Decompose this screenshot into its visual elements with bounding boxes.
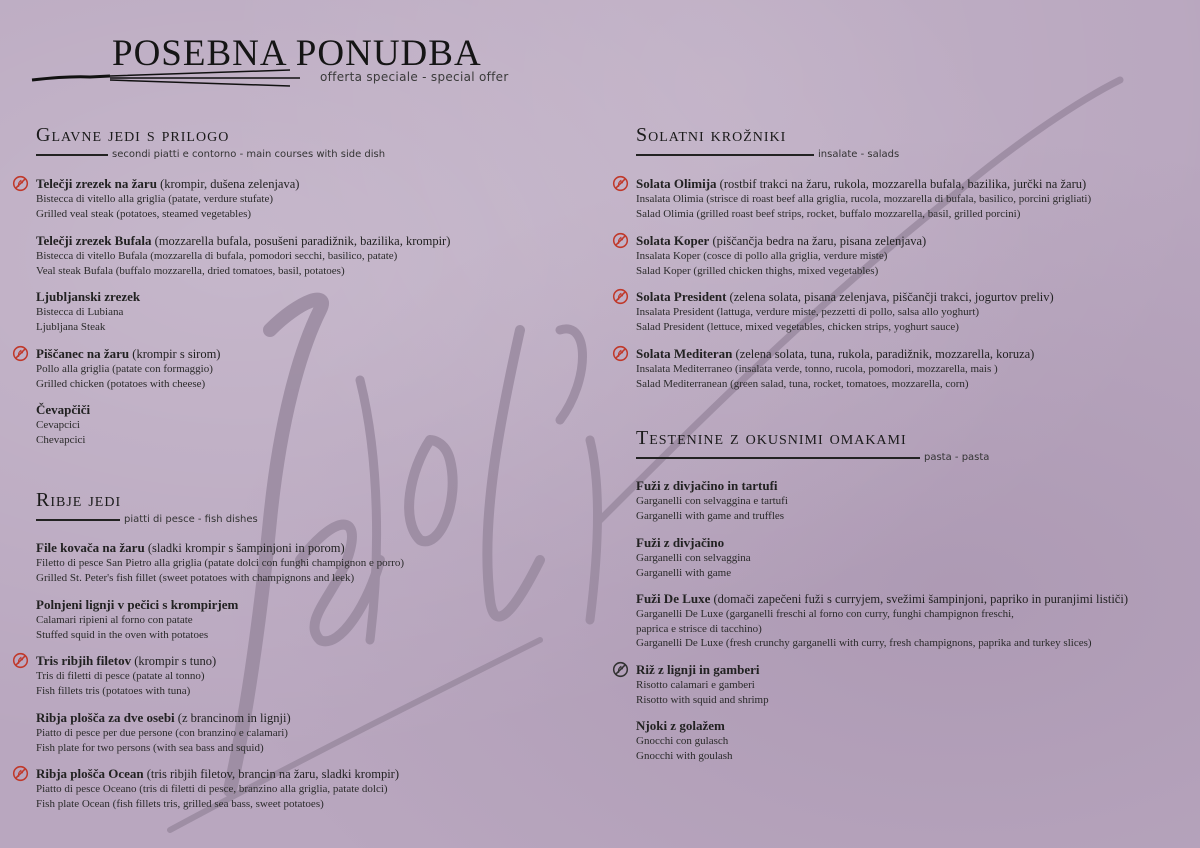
- item-name: Piščanec na žaru: [36, 346, 130, 361]
- item-name: Solata Olimija: [636, 176, 717, 191]
- page-title: POSEBNA PONUDBA: [112, 33, 482, 74]
- item-english: Chevapcici: [36, 433, 86, 446]
- item-english: Risotto with squid and shrimp: [636, 693, 769, 706]
- item-italian: Insalata Mediterraneo (insalata verde, tonno, rucola, pomodori, mozzarella, mais ): [636, 363, 998, 375]
- item-italian: Gnocchi con gulasch: [636, 735, 729, 747]
- item-english: Ljubljana Steak: [36, 320, 106, 333]
- item-italian: Piatto di pesce Oceano (tris di filetti di pesce, branzino alla griglia, patate dolci): [36, 783, 388, 795]
- item-italian: Cevapcici: [36, 419, 80, 431]
- item-name: Tris ribjih filetov: [36, 653, 132, 668]
- item-english: Stuffed squid in the oven with potatoes: [36, 628, 209, 641]
- item-description: (z brancinom in lignji): [174, 711, 291, 725]
- item-name: Solata Mediteran: [636, 346, 733, 361]
- item-italian: Calamari ripieni al forno con patate: [36, 614, 193, 626]
- item-italian: Bistecca di Lubiana: [36, 306, 124, 318]
- item-italian: Bistecca di vitello Bufala (mozzarella di bufala, pomodori secchi, basilico, patate): [36, 250, 398, 262]
- divider: [36, 519, 120, 521]
- item-italian: Filetto di pesce San Pietro alla griglia (patate dolci con funghi champignon e porro): [36, 557, 405, 569]
- item-english: Garganelli with game: [636, 566, 732, 579]
- item-name: Telečji zrezek na žaru: [36, 176, 157, 191]
- item-italian: Pollo alla griglia (patate con formaggio): [36, 363, 213, 375]
- menu-item: [36, 710, 291, 755]
- no-gluten-icon: [612, 288, 629, 305]
- menu-item: [36, 346, 220, 391]
- item-english: Salad Mediterranean (green salad, tuna, rocket, tomatoes, mozzarella, corn): [636, 377, 969, 390]
- item-english: Fish plate for two persons (with sea bass and squid): [36, 741, 264, 754]
- item-name: Ljubljanski zrezek: [36, 289, 141, 304]
- no-gluten-icon-dark: [612, 661, 629, 678]
- no-gluten-icon: [12, 765, 29, 782]
- menu-item: [36, 540, 404, 585]
- item-name: Čevapčiči: [36, 402, 91, 417]
- menu-item: [36, 597, 238, 642]
- section-subtitle: secondi piatti e contorno - main courses with side dish: [112, 149, 386, 160]
- item-english: Salad Koper (grilled chicken thighs, mixed vegetables): [636, 264, 879, 277]
- menu-item: [636, 233, 926, 278]
- item-description: (piščančja bedra na žaru, pisana zelenjava): [709, 234, 927, 248]
- section-subtitle-row: [636, 149, 899, 160]
- section-subtitle: piatti di pesce - fish dishes: [124, 514, 258, 525]
- no-gluten-icon: [612, 175, 629, 192]
- item-italian: Garganelli De Luxe (garganelli freschi al forno con curry, funghi champignon freschi,: [636, 608, 1014, 620]
- section-pasta: [636, 427, 989, 463]
- section-title: Glavne jedi s prilogo: [36, 124, 230, 146]
- item-description: (krompir, dušena zelenjava): [156, 177, 300, 191]
- menu-item: [36, 653, 216, 698]
- section-subtitle: insalate - salads: [818, 149, 900, 160]
- item-english: Salad Olimia (grilled roast beef strips, rocket, buffalo mozzarella, basil, grilled porcini): [636, 207, 1021, 220]
- menu-item: [636, 346, 1034, 391]
- section-title: Solatni krožniki: [636, 124, 787, 146]
- divider: [36, 154, 108, 156]
- item-english: Fish fillets tris (potatoes with tuna): [36, 684, 191, 697]
- section-title: Testenine z okusnimi omakami: [636, 427, 907, 449]
- header: [30, 28, 530, 88]
- item-name: Telečji zrezek Bufala: [36, 233, 152, 248]
- menu-item: [636, 718, 733, 763]
- item-english: Veal steak Bufala (buffalo mozzarella, dried tomatoes, basil, potatoes): [36, 264, 345, 277]
- section-title: Ribje jedi: [36, 489, 122, 511]
- item-description: (zelena solata, pisana zelenjava, piščančji trakci, jogurtov preliv): [726, 290, 1054, 304]
- section-fish: [36, 489, 258, 525]
- item-name: Solata President: [636, 289, 727, 304]
- page-subtitle: offerta speciale - special offer: [320, 70, 509, 84]
- no-gluten-icon: [12, 652, 29, 669]
- menu-item: [36, 402, 90, 447]
- item-name: Fuži z divjačino: [636, 535, 725, 550]
- item-english: Salad President (lettuce, mixed vegetables, chicken strips, yoghurt sauce): [636, 320, 959, 333]
- item-english: Garganelli De Luxe (fresh crunchy garganelli with curry, fresh champignons, paprika and turkey slices): [636, 637, 1092, 649]
- item-italian: Bistecca di vitello alla griglia (patate, verdure stufate): [36, 193, 274, 205]
- no-gluten-icon: [612, 345, 629, 362]
- item-name: Ribja plošča za dve osebi: [36, 710, 175, 725]
- section-subtitle-row: [636, 452, 989, 463]
- menu-item: [636, 662, 769, 707]
- item-name: Fuži De Luxe: [636, 591, 711, 606]
- item-description: (krompir s sirom): [129, 347, 221, 361]
- item-english: Grilled chicken (potatoes with cheese): [36, 377, 206, 390]
- item-description: (rostbif trakci na žaru, rukola, mozzarella bufala, bazilika, jurčki na žaru): [716, 177, 1087, 191]
- section-main-courses: [36, 124, 385, 160]
- item-description: (domači zapečeni fuži s curryjem, svežimi šampinjoni, papriko in puranjimi lističi): [710, 592, 1128, 606]
- item-italian: Insalata Olimia (strisce di roast beef alla griglia, rucola, mozzarella di bufala, basilico, porcini grigliati): [636, 193, 1092, 205]
- item-english: Grilled veal steak (potatoes, steamed vegetables): [36, 207, 252, 220]
- section-subtitle-row: [36, 149, 385, 160]
- item-description: (tris ribjih filetov, brancin na žaru, sladki krompir): [143, 767, 399, 781]
- item-description: (mozzarella bufala, posušeni paradižnik, bazilika, krompir): [151, 234, 451, 248]
- divider: [636, 457, 920, 459]
- menu-item: [636, 176, 1091, 221]
- divider: [636, 154, 814, 156]
- item-italian: Tris di filetti di pesce (patate al tonno): [36, 670, 205, 682]
- menu-item: [36, 766, 399, 811]
- item-italian-continued: paprica e strisce di tacchino): [636, 622, 762, 635]
- menu-item: [636, 478, 788, 523]
- item-name: Njoki z golažem: [636, 718, 725, 733]
- item-description: (zelena solata, tuna, rukola, paradižnik, mozzarella, koruza): [732, 347, 1035, 361]
- item-name: Riž z lignji in gamberi: [636, 662, 760, 677]
- no-gluten-icon: [612, 232, 629, 249]
- item-name: Ribja plošča Ocean: [36, 766, 144, 781]
- item-name: File kovača na žaru: [36, 540, 145, 555]
- item-english: Fish plate Ocean (fish fillets tris, grilled sea bass, sweet potatoes): [36, 797, 324, 810]
- section-salads: [636, 124, 899, 160]
- menu-item: [36, 233, 450, 278]
- item-english: Gnocchi with goulash: [636, 749, 733, 762]
- no-gluten-icon: [12, 345, 29, 362]
- item-name: Polnjeni lignji v pečici s krompirjem: [36, 597, 239, 612]
- item-description: (sladki krompir s šampinjoni in porom): [144, 541, 345, 555]
- section-subtitle: pasta - pasta: [924, 452, 990, 463]
- no-gluten-icon: [12, 175, 29, 192]
- item-italian: Piatto di pesce per due persone (con branzino e calamari): [36, 727, 288, 739]
- item-name: Solata Koper: [636, 233, 710, 248]
- item-italian: Insalata President (lattuga, verdure miste, pezzetti di pollo, salsa allo yoghurt): [636, 306, 980, 318]
- item-description: (krompir s tuno): [131, 654, 217, 668]
- item-italian: Garganelli con selvaggina e tartufi: [636, 495, 788, 507]
- item-name: Fuži z divjačino in tartufi: [636, 478, 778, 493]
- item-italian: Garganelli con selvaggina: [636, 552, 751, 564]
- item-italian: Risotto calamari e gamberi: [636, 679, 755, 691]
- menu-item: [636, 535, 751, 580]
- item-english: Garganelli with game and truffles: [636, 509, 785, 522]
- menu-item: [636, 289, 1054, 334]
- menu-item: [36, 176, 299, 221]
- item-english: Grilled St. Peter's fish fillet (sweet potatoes with champignons and leek): [36, 571, 355, 584]
- menu-item: [36, 289, 140, 334]
- menu-item: [636, 591, 1128, 651]
- item-italian: Insalata Koper (cosce di pollo alla griglia, verdure miste): [636, 250, 888, 262]
- section-subtitle-row: [36, 514, 258, 525]
